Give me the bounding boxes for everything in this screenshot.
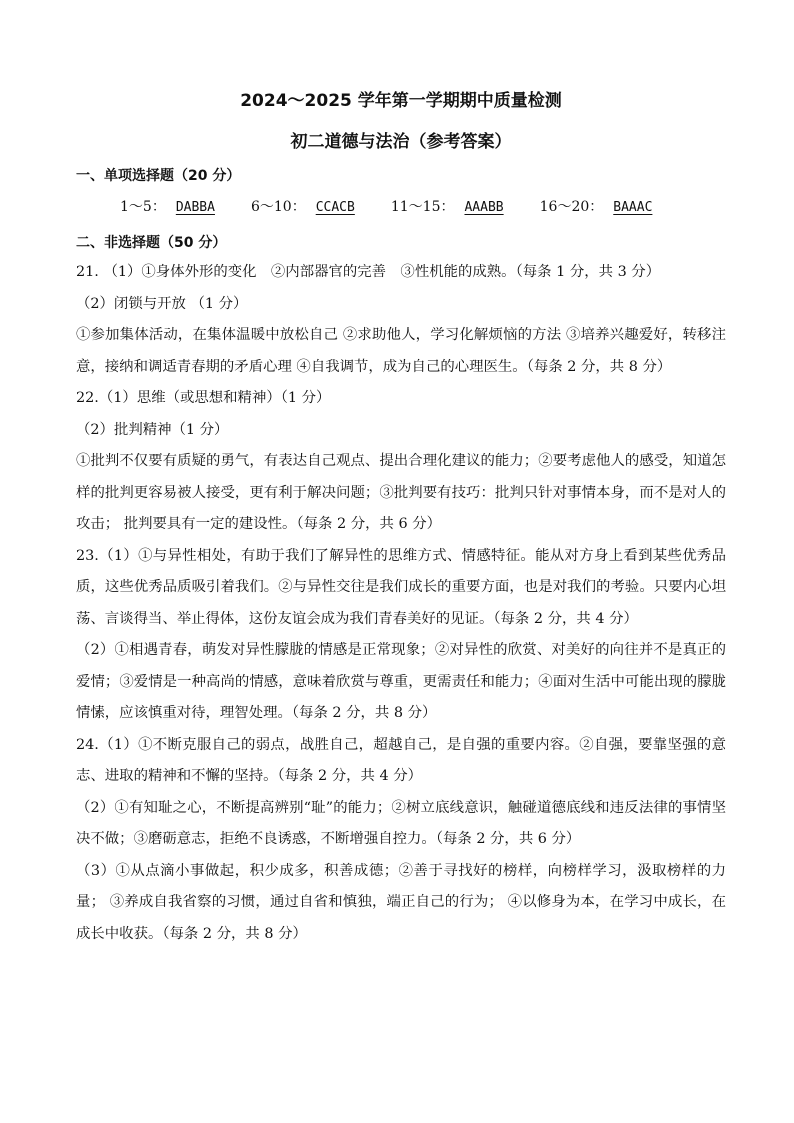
page-title: 2024～2025 学年第一学期期中质量检测 (240, 91, 562, 111)
choice-answers (120, 196, 726, 219)
answer-paragraph: （2）①有知耻之心，不断提高辨别“耻”的能力；②树立底线意识，触碰道德底线和违反法律的事情坚决不做；③磨砺意志，拒绝不良诱惑，不断增强自控力。（每条 2 分，共 6 分） (76, 799, 726, 847)
answer-range: 11～15： (390, 199, 455, 215)
answer-value: CCACB (315, 200, 355, 215)
answer-paragraph: 22.（1）思维（或思想和精神）（1 分） (76, 390, 331, 406)
answer-paragraph: 23.（1）①与异性相处，有助于我们了解异性的思维方式、情感特征。能从对方身上看到某些优秀品质，这些优秀品质吸引着我们。②与异性交往是我们成长的重要方面，也是对我们的考验。只要内心坦荡、言谈得当、举止得体，这份友谊会成为我们青春美好的见证。（每条 2 分，共 4 分） (76, 547, 726, 627)
answer-paragraph: 24.（1）①不断克服自己的弱点，战胜自己，超越自己，是自强的重要内容。②自强，要靠坚强的意志、进取的精神和不懈的坚持。（每条 2 分，共 4 分） (76, 736, 726, 784)
answer-sheet (76, 86, 726, 950)
answer-paragraph: （2）批判精神（1 分） (76, 421, 229, 438)
answer-group (120, 196, 225, 219)
answer-value: BAAAC (613, 200, 653, 215)
answer-paragraph: ①批判不仅要有质疑的勇气，有表达自己观点、提出合理化建议的能力；②要考虑他人的感受，知道怎样的批判更容易被人接受，更有利于解决问题；③批判要有技巧：批判只针对事情本身，而不是对人的攻击； 批判要具有一定的建设性。（每条 2 分，共 6 分） (76, 453, 726, 532)
answer-value: AAABB (464, 200, 504, 215)
answer-range: 16～20： (539, 199, 604, 215)
answer-value: DABBA (175, 200, 215, 215)
answer-group (391, 196, 514, 219)
answer-group (540, 196, 663, 219)
answer-group (251, 196, 365, 219)
answer-paragraph: ①参加集体活动，在集体温暖中放松自己 ②求助他人，学习化解烦恼的方法 ③培养兴趣爱好，转移注意，接纳和调适青春期的矛盾心理 ④自我调节，成为自己的心理医生。（每条 2 分，共 8 分） (76, 327, 726, 375)
section2-heading: 二、非选择题（50 分） (76, 235, 227, 251)
answer-paragraph: （3）①从点滴小事做起，积少成多，积善成德；②善于寻找好的榜样，向榜样学习，汲取榜样的力量； ③养成自我省察的习惯，通过自省和慎独，端正自己的行为； ④以修身为本，在学习中成长，在成长中收获。（每条 2 分，共 8 分） (76, 862, 726, 942)
answer-paragraph: 21. （1）①身体外形的变化 ②内部器官的完善 ③性机能的成熟。（每条 1 分，共 3 分） (76, 264, 661, 280)
section1-heading: 一、单项选择题（20 分） (76, 168, 241, 184)
answer-paragraph: （2）①相遇青春，萌发对异性朦胧的情感是正常现象；②对异性的欣赏、对美好的向往并不是真正的爱情；③爱情是一种高尚的情感，意味着欣赏与尊重，更需责任和能力；④面对生活中可能出现的朦胧情愫，应该慎重对待，理智处理。（每条 2 分，共 8 分） (76, 642, 726, 721)
answer-range: 1～5： (120, 199, 166, 215)
page-subtitle: 初二道德与法治（参考答案） (290, 132, 512, 152)
answer-paragraph: （2）闭锁与开放 （1 分） (76, 295, 248, 312)
answer-range: 6～10： (250, 199, 306, 215)
